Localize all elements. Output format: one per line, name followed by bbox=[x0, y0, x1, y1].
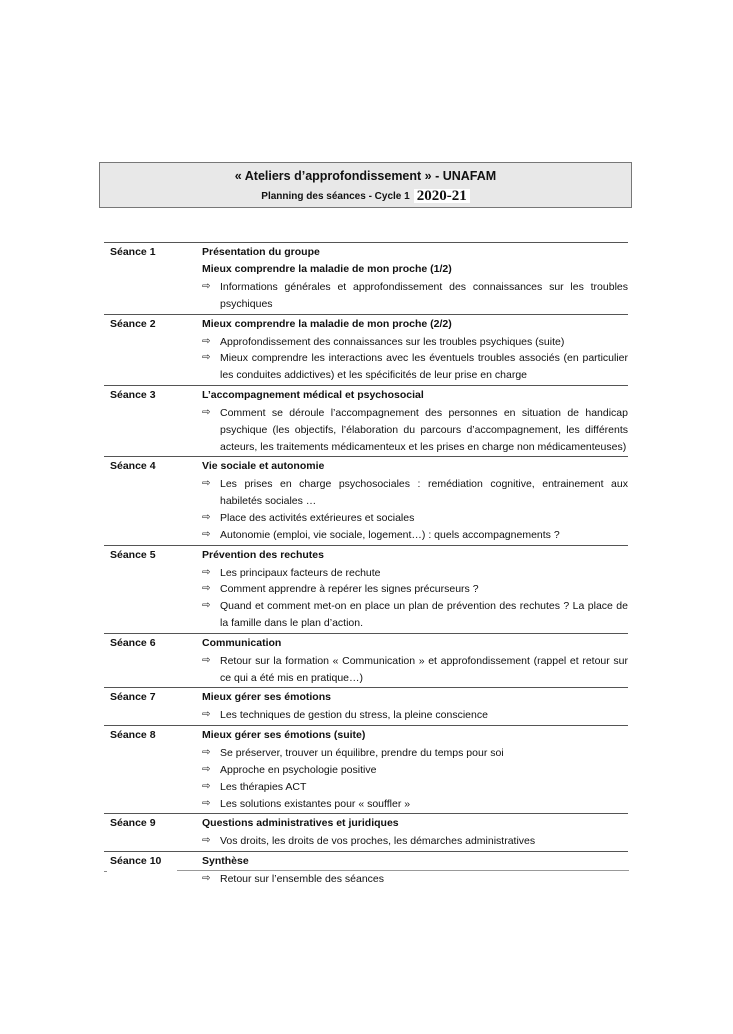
session-content bbox=[202, 688, 628, 724]
bullet-text: Retour sur l’ensemble des séances bbox=[220, 873, 385, 886]
session-content bbox=[202, 457, 628, 543]
bullet-text: Comment apprendre à repérer les signes précurseurs ? bbox=[220, 583, 479, 596]
session-row bbox=[104, 725, 628, 813]
session-label: Séance 4 bbox=[110, 460, 156, 473]
arrow-right-icon: ⇨ bbox=[202, 747, 211, 759]
arrow-right-icon: ⇨ bbox=[202, 709, 211, 721]
session-row bbox=[104, 813, 628, 851]
bullet-text: Les thérapies ACT bbox=[220, 780, 307, 793]
bullet-text: Les principaux facteurs de rechute bbox=[220, 566, 381, 579]
arrow-right-icon: ⇨ bbox=[202, 797, 211, 809]
arrow-right-icon: ⇨ bbox=[202, 835, 211, 847]
arrow-right-icon: ⇨ bbox=[202, 780, 211, 792]
session-bullet bbox=[202, 527, 628, 544]
document-subtitle-line bbox=[100, 189, 631, 204]
bullet-text: Les techniques de gestion du stress, la pleine conscience bbox=[220, 709, 488, 722]
session-bullet bbox=[202, 279, 628, 313]
arrow-right-icon: ⇨ bbox=[202, 654, 211, 666]
arrow-right-icon: ⇨ bbox=[202, 352, 211, 364]
arrow-right-icon: ⇨ bbox=[202, 600, 211, 612]
session-row bbox=[104, 385, 628, 456]
session-topic: Communication bbox=[202, 636, 282, 649]
session-topic: Prévention des rechutes bbox=[202, 548, 324, 561]
session-bullet bbox=[202, 405, 628, 455]
session-bullet bbox=[202, 565, 628, 582]
session-bullet bbox=[202, 350, 628, 384]
bullet-text: Autonomie (emploi, vie sociale, logement…) : quels accompagnements ? bbox=[220, 528, 560, 541]
session-bullet bbox=[202, 476, 628, 510]
document-title: « Ateliers d’approfondissement » - UNAFAM bbox=[234, 169, 497, 183]
session-label: Séance 6 bbox=[110, 636, 156, 649]
session-topic: Mieux gérer ses émotions (suite) bbox=[202, 729, 366, 742]
session-row bbox=[104, 456, 628, 544]
bullet-text: Place des activités extérieures et sociales bbox=[220, 511, 415, 524]
session-label: Séance 5 bbox=[110, 548, 156, 561]
session-content bbox=[202, 546, 628, 632]
session-bullet bbox=[202, 581, 628, 598]
bullet-text: Informations générales et approfondissement des connaissances sur les troubles psychiques bbox=[220, 281, 628, 310]
session-topic: Présentation du groupe bbox=[202, 246, 320, 258]
bullet-text: Retour sur la formation « Communication » et approfondissement (rappel et retour sur ce qui a été mis en pratique…) bbox=[220, 654, 628, 684]
session-row bbox=[104, 314, 628, 385]
bullet-text: Quand et comment met-on en place un plan de prévention des rechutes ? La place de la famille dans le plan d’action. bbox=[220, 600, 628, 629]
session-bullet bbox=[202, 833, 628, 850]
bullet-text: Les prises en charge psychosociales : remédiation cognitive, entrainement aux habiletés sociales … bbox=[220, 478, 628, 508]
session-label: Séance 10 bbox=[110, 855, 162, 868]
session-content bbox=[202, 634, 628, 687]
session-bullet bbox=[202, 762, 628, 779]
arrow-right-icon: ⇨ bbox=[202, 511, 211, 523]
session-bullet bbox=[202, 796, 628, 813]
session-bullet bbox=[202, 598, 628, 632]
bullet-text: Vos droits, les droits de vos proches, les démarches administratives bbox=[220, 835, 536, 848]
session-bullet bbox=[202, 653, 628, 687]
arrow-right-icon: ⇨ bbox=[202, 335, 211, 347]
session-label: Séance 9 bbox=[110, 817, 156, 830]
document-year: 2020-21 bbox=[414, 189, 470, 203]
document-subtitle: Planning des séances - Cycle 1 bbox=[261, 191, 410, 202]
bullet-text: Comment se déroule l’accompagnement des personnes en situation de handicap psychique (les objectifs, l’élaboration du parcours d’accompagnement, les différents acteurs, les traitements médicamenteux et les prises en charge non médicamenteuses) bbox=[220, 406, 628, 453]
arrow-right-icon: ⇨ bbox=[202, 528, 211, 540]
arrow-right-icon: ⇨ bbox=[202, 281, 211, 292]
session-label: Séance 1 bbox=[110, 246, 156, 258]
session-label: Séance 7 bbox=[110, 691, 156, 704]
session-bullet bbox=[202, 871, 628, 888]
session-bullet bbox=[202, 510, 628, 527]
session-bullet bbox=[202, 707, 628, 724]
session-bullet bbox=[202, 334, 628, 351]
bullet-text: Approche en psychologie positive bbox=[220, 763, 377, 776]
bullet-text: Approfondissement des connaissances sur les troubles psychiques (suite) bbox=[220, 335, 565, 348]
bullet-text: Mieux comprendre les interactions avec les éventuels troubles associés (en particulier les conduites addictives) et les spécificités de leur prise en charge bbox=[220, 352, 628, 382]
session-topic: Vie sociale et autonomie bbox=[202, 460, 325, 473]
bullet-text: Se préserver, trouver un équilibre, prendre du temps pour soi bbox=[220, 747, 504, 760]
arrow-right-icon: ⇨ bbox=[202, 406, 211, 418]
arrow-right-icon: ⇨ bbox=[202, 763, 211, 775]
session-content bbox=[202, 386, 628, 455]
arrow-right-icon: ⇨ bbox=[202, 478, 211, 490]
session-row bbox=[104, 545, 628, 633]
session-bullet bbox=[202, 779, 628, 796]
session-label: Séance 2 bbox=[110, 317, 156, 330]
session-bullet bbox=[202, 745, 628, 762]
scan-mark bbox=[104, 871, 107, 872]
session-content bbox=[202, 315, 628, 384]
session-topic: Questions administratives et juridiques bbox=[202, 817, 399, 830]
bullet-text: Les solutions existantes pour « souffler » bbox=[220, 797, 411, 810]
session-row bbox=[104, 242, 628, 314]
session-schedule bbox=[104, 242, 628, 889]
arrow-right-icon: ⇨ bbox=[202, 566, 211, 578]
session-content bbox=[202, 814, 628, 850]
session-topic: Synthèse bbox=[202, 855, 249, 868]
session-topic: Mieux gérer ses émotions bbox=[202, 691, 331, 704]
session-row bbox=[104, 633, 628, 688]
session-label: Séance 8 bbox=[110, 729, 156, 742]
session-topic: Mieux comprendre la maladie de mon proche (2/2) bbox=[202, 317, 452, 330]
session-content bbox=[202, 726, 628, 812]
session-topic: L’accompagnement médical et psychosocial bbox=[202, 388, 424, 401]
session-topic: Mieux comprendre la maladie de mon proche (1/2) bbox=[202, 263, 452, 275]
arrow-right-icon: ⇨ bbox=[202, 873, 211, 885]
session-row bbox=[104, 687, 628, 725]
document-header bbox=[99, 162, 632, 208]
schedule-end-divider bbox=[177, 870, 629, 871]
session-label: Séance 3 bbox=[110, 388, 156, 401]
session-content bbox=[202, 243, 628, 313]
arrow-right-icon: ⇨ bbox=[202, 583, 211, 595]
